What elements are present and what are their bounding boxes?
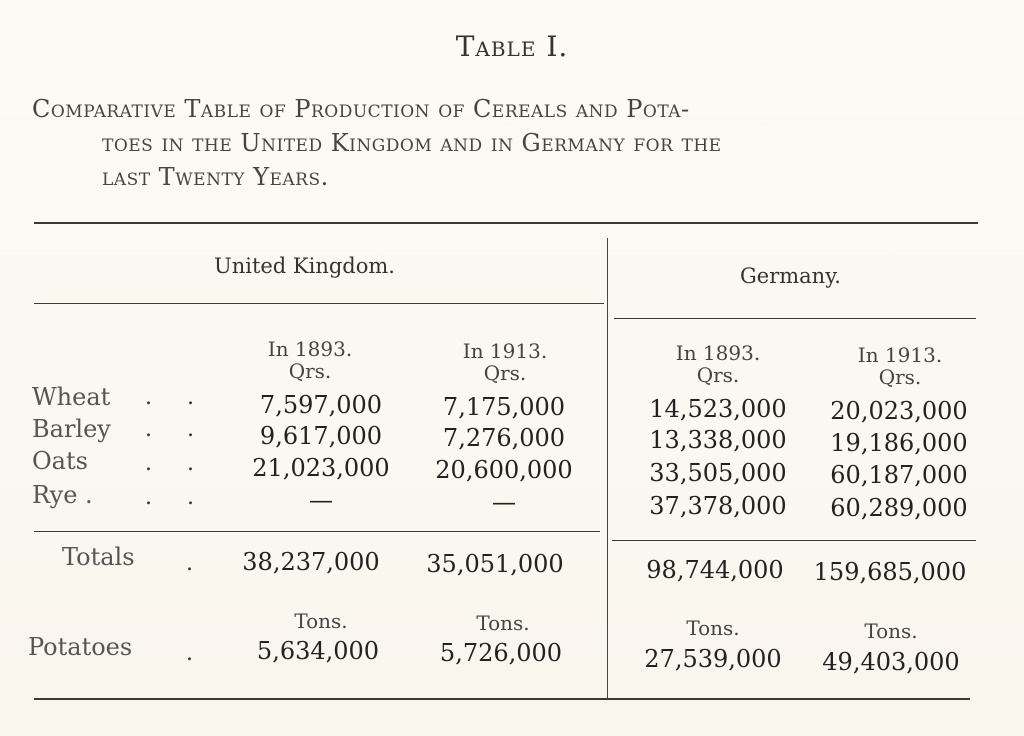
row-label-wheat: Wheat bbox=[32, 383, 111, 411]
row-label-barley: Barley bbox=[32, 415, 111, 443]
cell-de-1893: 37,378,000 bbox=[649, 492, 787, 520]
potatoes-de-1913: 49,403,000 bbox=[822, 648, 960, 676]
totals-rule-uk bbox=[34, 531, 600, 532]
row-leader-dots: . . bbox=[145, 417, 208, 442]
cell-de-1913: 60,187,000 bbox=[830, 461, 968, 489]
heading-line-3: last Twenty Years. bbox=[102, 163, 329, 191]
col-unit: Qrs. bbox=[696, 363, 740, 387]
col-unit: Qrs. bbox=[483, 361, 527, 385]
col-year: In 1893. bbox=[675, 341, 761, 365]
col-year: In 1893. bbox=[267, 337, 353, 361]
total-de-1913: 159,685,000 bbox=[813, 558, 967, 586]
potatoes-leader-dots: . bbox=[186, 641, 207, 666]
totals-rule-germany bbox=[612, 540, 976, 541]
potatoes-unit-uk-1913: Tons. bbox=[476, 611, 530, 635]
bottom-rule bbox=[34, 698, 970, 700]
top-rule bbox=[34, 222, 978, 224]
group-header-germany: Germany. bbox=[740, 264, 841, 288]
cell-de-1893: 33,505,000 bbox=[649, 459, 787, 487]
total-uk-1893: 38,237,000 bbox=[242, 548, 380, 576]
potatoes-de-1893: 27,539,000 bbox=[644, 645, 782, 673]
col-header-uk-1893 bbox=[225, 338, 395, 382]
totals-label: Totals bbox=[62, 543, 135, 571]
potatoes-unit-uk-1893: Tons. bbox=[294, 609, 348, 633]
row-leader-dots: . . bbox=[145, 385, 208, 410]
row-label-oats: Oats bbox=[32, 447, 88, 475]
cell-uk-1893: 7,597,000 bbox=[259, 391, 383, 419]
row-label-potatoes: Potatoes bbox=[28, 633, 133, 661]
potatoes-unit-de-1913: Tons. bbox=[864, 619, 918, 643]
row-leader-dots: . . bbox=[145, 485, 208, 510]
row-label-rye: Rye . bbox=[32, 481, 93, 509]
cell-uk-1893: 21,023,000 bbox=[252, 454, 390, 482]
cell-uk-1913: 7,175,000 bbox=[442, 393, 566, 421]
uk-header-rule bbox=[34, 303, 604, 304]
germany-header-rule bbox=[614, 318, 976, 319]
heading-line-2: toes in the United Kingdom and in Germany for the bbox=[102, 129, 722, 157]
row-leader-dots: . . bbox=[145, 451, 208, 476]
potatoes-uk-1893: 5,634,000 bbox=[256, 637, 380, 665]
cell-de-1913: 60,289,000 bbox=[830, 494, 968, 522]
column-divider bbox=[607, 238, 608, 700]
heading-line-1: Comparative Table of Production of Cereals and Pota- bbox=[32, 95, 690, 123]
col-header-de-1893 bbox=[633, 342, 803, 386]
total-uk-1913: 35,051,000 bbox=[426, 550, 564, 578]
potatoes-uk-1913: 5,726,000 bbox=[439, 639, 563, 667]
cell-uk-1893: — bbox=[309, 486, 333, 514]
cell-de-1913: 20,023,000 bbox=[830, 397, 968, 425]
potatoes-unit-de-1893: Tons. bbox=[686, 616, 740, 640]
col-unit: Qrs. bbox=[878, 365, 922, 389]
table-title: Table I. bbox=[455, 30, 569, 63]
col-year: In 1913. bbox=[462, 339, 548, 363]
table-heading bbox=[32, 92, 982, 194]
cell-de-1893: 14,523,000 bbox=[649, 395, 787, 423]
col-unit: Qrs. bbox=[288, 359, 332, 383]
cell-uk-1913: — bbox=[492, 488, 516, 516]
cell-uk-1893: 9,617,000 bbox=[259, 422, 383, 450]
cell-uk-1913: 7,276,000 bbox=[442, 424, 566, 452]
totals-leader-dots: . bbox=[186, 551, 207, 576]
cell-de-1913: 19,186,000 bbox=[830, 429, 968, 457]
col-header-uk-1913 bbox=[420, 340, 590, 384]
total-de-1893: 98,744,000 bbox=[646, 556, 784, 584]
col-header-de-1913 bbox=[815, 344, 985, 388]
cell-uk-1913: 20,600,000 bbox=[435, 456, 573, 484]
cell-de-1893: 13,338,000 bbox=[649, 426, 787, 454]
col-year: In 1913. bbox=[857, 343, 943, 367]
group-header-uk: United Kingdom. bbox=[214, 254, 395, 278]
